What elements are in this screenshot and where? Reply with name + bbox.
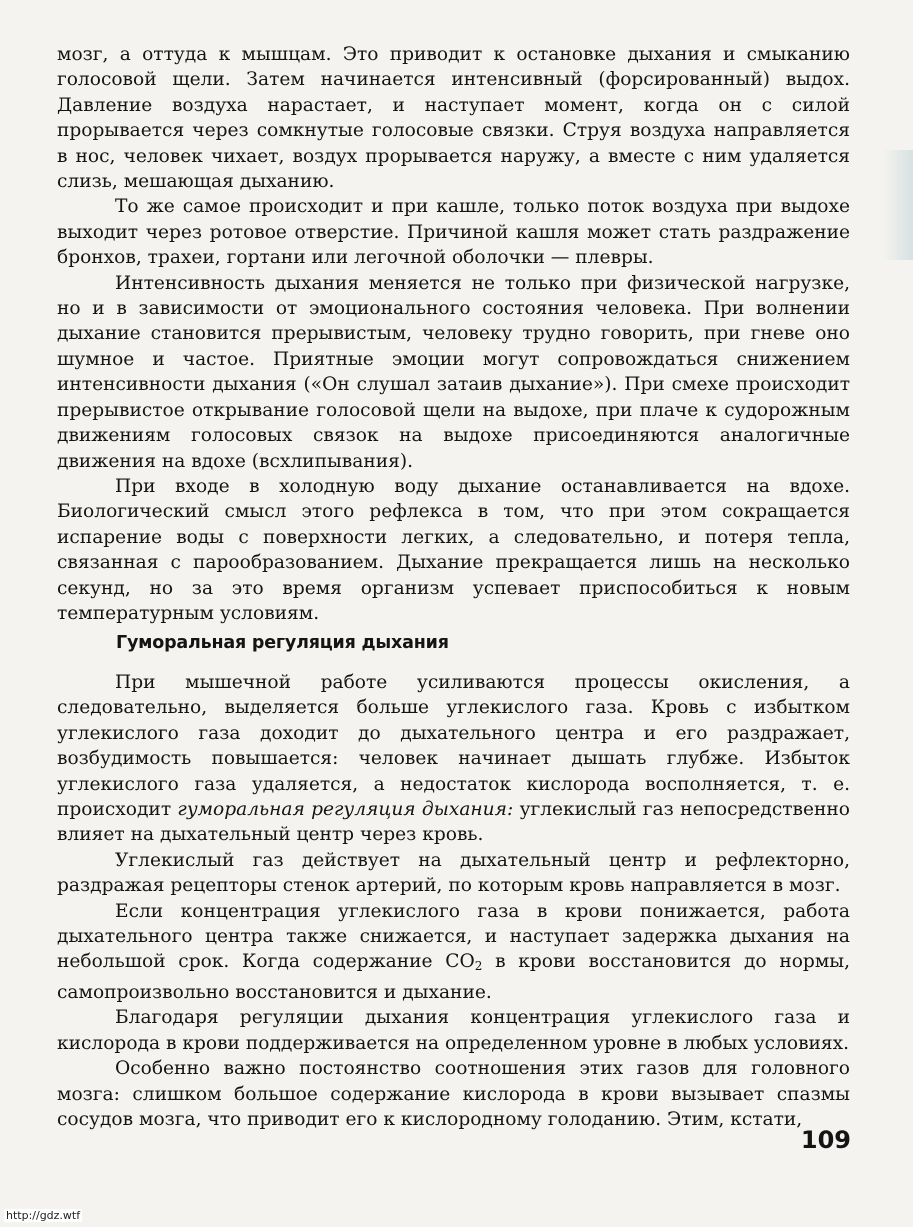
- watermark-link[interactable]: http://gdz.wtf: [6, 1209, 81, 1222]
- paragraph: Интенсивность дыхания меняется не только при физической нагрузке, но и в зависимости от эмоционального состояния человека. При волнении дыхание становится прерывистым, человеку трудно говорить, при гневе оно шумное и частое. Приятные эмоции могут сопровождаться снижением интенсивности дыхания («Он слушал затаив дыхание»). При смехе происходит прерывистое открывание голосовой щели на выдохе, при плаче к судорожным движениям голосовых связок на выдохе присоединяются аналогичные движения на вдохе (всхлипывания).: [57, 272, 850, 472]
- italic-term: гуморальная регуляция дыхания:: [177, 799, 514, 821]
- page-edge-shadow: [883, 150, 913, 260]
- paragraph: [57, 670, 850, 848]
- page-number: 109: [800, 1126, 851, 1154]
- paragraph-text: При мышечной работе усиливаются процессы окисления, а следовательно, выделяется больше углекислого газа. Кровь с избытком углекислого газа доходит до дыхательного центра и его раздражает, возбудимость повышается: человек начинает дышать глубже. Избыток углекислого газа удаляется, а недостаток кислорода восполняется, т. е. происходит: [57, 672, 850, 821]
- paragraph: При входе в холодную воду дыхание останавливается на вдохе. Биологический смысл этого рефлекса в том, что при этом сокращается испарение воды с поверхности легких, а следовательно, и потеря тепла, связанная с парообразованием. Дыхание прекращается лишь на несколько секунд, но за это время организм успевает приспособиться к новым температурным условиям.: [57, 475, 850, 624]
- subscript: 2: [474, 959, 483, 974]
- text-block-top: [57, 42, 850, 626]
- paragraph: [57, 899, 850, 1006]
- paragraph-text: в крови восстановится до нормы, самопроизвольно восстановится и дыхание.: [57, 951, 850, 1003]
- text-block-bottom: [57, 670, 850, 1132]
- section-heading: Гуморальная регуляция дыхания: [116, 633, 449, 653]
- paragraph: Благодаря регуляции дыхания концентрация углекислого газа и кислорода в крови поддерживается на определенном уровне в любых условиях.: [57, 1007, 850, 1054]
- paragraph: То же самое происходит и при кашле, только поток воздуха при выдохе выходит через ротовое отверстие. Причиной кашля может стать раздражение бронхов, трахеи, гортани или легочной оболочки — плевры.: [57, 196, 850, 269]
- paragraph: Углекислый газ действует на дыхательный центр и рефлекторно, раздражая рецепторы стенок артерий, по которым кровь направляется в мозг.: [57, 849, 850, 897]
- paragraph: мозг, а оттуда к мышцам. Это приводит к остановке дыхания и смыканию голосовой щели. Затем начинается интенсивный (форсированный) выдох. Давление воздуха нарастает, и наступает момент, когда он с силой прорывается через сомкнутые голосовые связки. Струя воздуха направляется в нос, человек чихает, воздух прорывается наружу, а вместе с ним удаляется слизь, мешающая дыханию.: [57, 44, 850, 193]
- paragraph-text: Если концентрация углекислого газа в крови понижается, работа дыхательного центра также снижается, и наступает задержка дыхания на небольшой срок. Когда содержание CO: [57, 900, 850, 973]
- paragraph-text: углекислый газ непосредственно влияет на дыхательный центр через кровь.: [57, 799, 850, 846]
- paragraph: Особенно важно постоянство соотношения этих газов для головного мозга: слишком большое содержание кислорода в крови вызывает спазмы сосудов мозга, что приводит его к кислородному голоданию. Этим, кстати,: [57, 1058, 850, 1130]
